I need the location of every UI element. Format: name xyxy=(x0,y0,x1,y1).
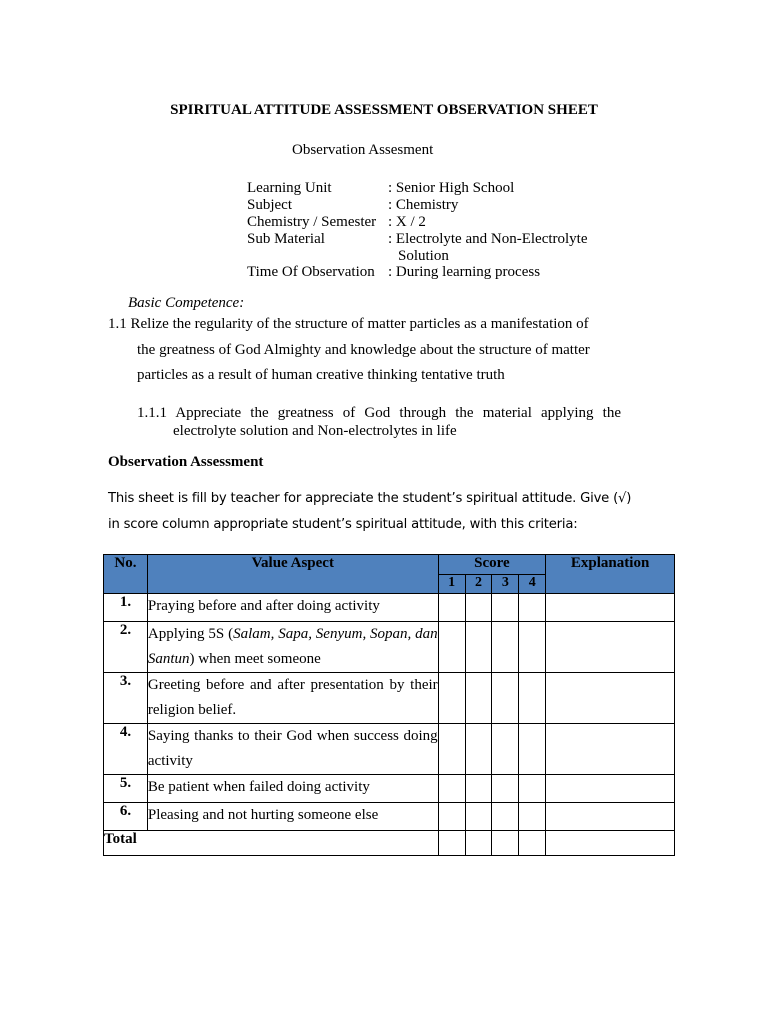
row-aspect: Praying before and after doing activity xyxy=(147,594,438,622)
instruction-line: in score column appropriate student’s spiritual attitude, with this criteria: xyxy=(108,517,578,532)
score-cell[interactable] xyxy=(519,803,546,831)
observation-heading: Observation Assessment xyxy=(108,454,264,470)
header-no: No. xyxy=(104,555,148,594)
explanation-cell[interactable] xyxy=(546,622,675,673)
total-score-cell[interactable] xyxy=(519,831,546,856)
score-cell[interactable] xyxy=(492,803,519,831)
score-cell[interactable] xyxy=(492,673,519,724)
table-row xyxy=(104,622,675,673)
score-cell[interactable] xyxy=(465,724,492,775)
score-cell[interactable] xyxy=(438,803,465,831)
info-value-subject: : Chemistry xyxy=(388,197,459,213)
total-explanation-cell[interactable] xyxy=(546,831,675,856)
score-cell[interactable] xyxy=(519,622,546,673)
row-number: 1. xyxy=(104,594,148,622)
row-number: 4. xyxy=(104,724,148,775)
row-aspect: Pleasing and not hurting someone else xyxy=(147,803,438,831)
info-label-semester: Chemistry / Semester xyxy=(247,214,377,230)
info-label-time: Time Of Observation xyxy=(247,264,375,280)
header-score: Score xyxy=(438,555,546,575)
instruction-line: This sheet is fill by teacher for appreciate the student’s spiritual attitude. Give (√) xyxy=(108,491,632,506)
header-explanation: Explanation xyxy=(546,555,675,594)
competence-line: the greatness of God Almighty and knowledge about the structure of matter xyxy=(137,342,590,358)
row-aspect-text: Applying 5S ( xyxy=(147,626,234,642)
info-label-learning-unit: Learning Unit xyxy=(247,180,332,196)
row-number: 2. xyxy=(104,622,148,673)
info-value-time: : During learning process xyxy=(388,264,541,280)
assessment-table xyxy=(103,554,675,856)
page-title: SPIRITUAL ATTITUDE ASSESSMENT OBSERVATION SHEET xyxy=(170,102,598,118)
table-row xyxy=(104,594,675,622)
page-subtitle: Observation Assesment xyxy=(292,142,434,158)
row-aspect: Saying thanks to their God when success doing activity xyxy=(147,724,438,775)
header-value-aspect: Value Aspect xyxy=(147,555,438,594)
header-score-1: 1 xyxy=(438,575,465,594)
info-value-semester: : X / 2 xyxy=(388,214,426,230)
info-label-sub-material: Sub Material xyxy=(247,231,325,247)
total-row xyxy=(104,831,675,856)
header-score-2: 2 xyxy=(465,575,492,594)
explanation-cell[interactable] xyxy=(546,673,675,724)
score-cell[interactable] xyxy=(465,622,492,673)
score-cell[interactable] xyxy=(465,673,492,724)
total-label: Total xyxy=(104,831,439,856)
competence-line: 1.1 Relize the regularity of the structure of matter particles as a manifestation of xyxy=(108,316,589,332)
info-value-learning-unit: : Senior High School xyxy=(388,180,515,196)
explanation-cell[interactable] xyxy=(546,594,675,622)
header-score-4: 4 xyxy=(519,575,546,594)
score-cell[interactable] xyxy=(519,673,546,724)
row-aspect-text: ) when meet someone xyxy=(189,651,321,667)
total-score-cell[interactable] xyxy=(465,831,492,856)
basic-competence-heading: Basic Competence: xyxy=(128,295,245,311)
sub-competence-line: 1.1.1 Appreciate the greatness of God through the material applying the xyxy=(137,405,621,421)
total-score-cell[interactable] xyxy=(492,831,519,856)
table-row xyxy=(104,724,675,775)
score-cell[interactable] xyxy=(492,622,519,673)
row-number: 3. xyxy=(104,673,148,724)
table-row xyxy=(104,673,675,724)
row-aspect-italic: Salam, Sapa, Senyum, Sopan, dan Santun xyxy=(147,626,438,667)
info-value-sub-material-cont: Solution xyxy=(398,248,449,264)
table-row xyxy=(104,803,675,831)
score-cell[interactable] xyxy=(438,594,465,622)
row-aspect: Greeting before and after presentation by their religion belief. xyxy=(147,673,438,724)
score-cell[interactable] xyxy=(438,775,465,803)
score-cell[interactable] xyxy=(519,775,546,803)
explanation-cell[interactable] xyxy=(546,803,675,831)
explanation-cell[interactable] xyxy=(546,724,675,775)
score-cell[interactable] xyxy=(492,724,519,775)
explanation-cell[interactable] xyxy=(546,775,675,803)
score-cell[interactable] xyxy=(465,594,492,622)
score-cell[interactable] xyxy=(492,775,519,803)
score-cell[interactable] xyxy=(465,803,492,831)
sub-competence-line: electrolyte solution and Non-electrolytes in life xyxy=(173,423,457,439)
row-number: 5. xyxy=(104,775,148,803)
score-cell[interactable] xyxy=(492,594,519,622)
score-cell[interactable] xyxy=(519,594,546,622)
info-value-sub-material: : Electrolyte and Non-Electrolyte xyxy=(388,231,588,247)
score-cell[interactable] xyxy=(465,775,492,803)
score-cell[interactable] xyxy=(519,724,546,775)
total-score-cell[interactable] xyxy=(438,831,465,856)
table-row xyxy=(104,775,675,803)
header-score-3: 3 xyxy=(492,575,519,594)
competence-line: particles as a result of human creative thinking tentative truth xyxy=(137,367,505,383)
row-number: 6. xyxy=(104,803,148,831)
info-label-subject: Subject xyxy=(247,197,292,213)
row-aspect xyxy=(147,622,438,673)
row-aspect: Be patient when failed doing activity xyxy=(147,775,438,803)
score-cell[interactable] xyxy=(438,673,465,724)
score-cell[interactable] xyxy=(438,622,465,673)
score-cell[interactable] xyxy=(438,724,465,775)
